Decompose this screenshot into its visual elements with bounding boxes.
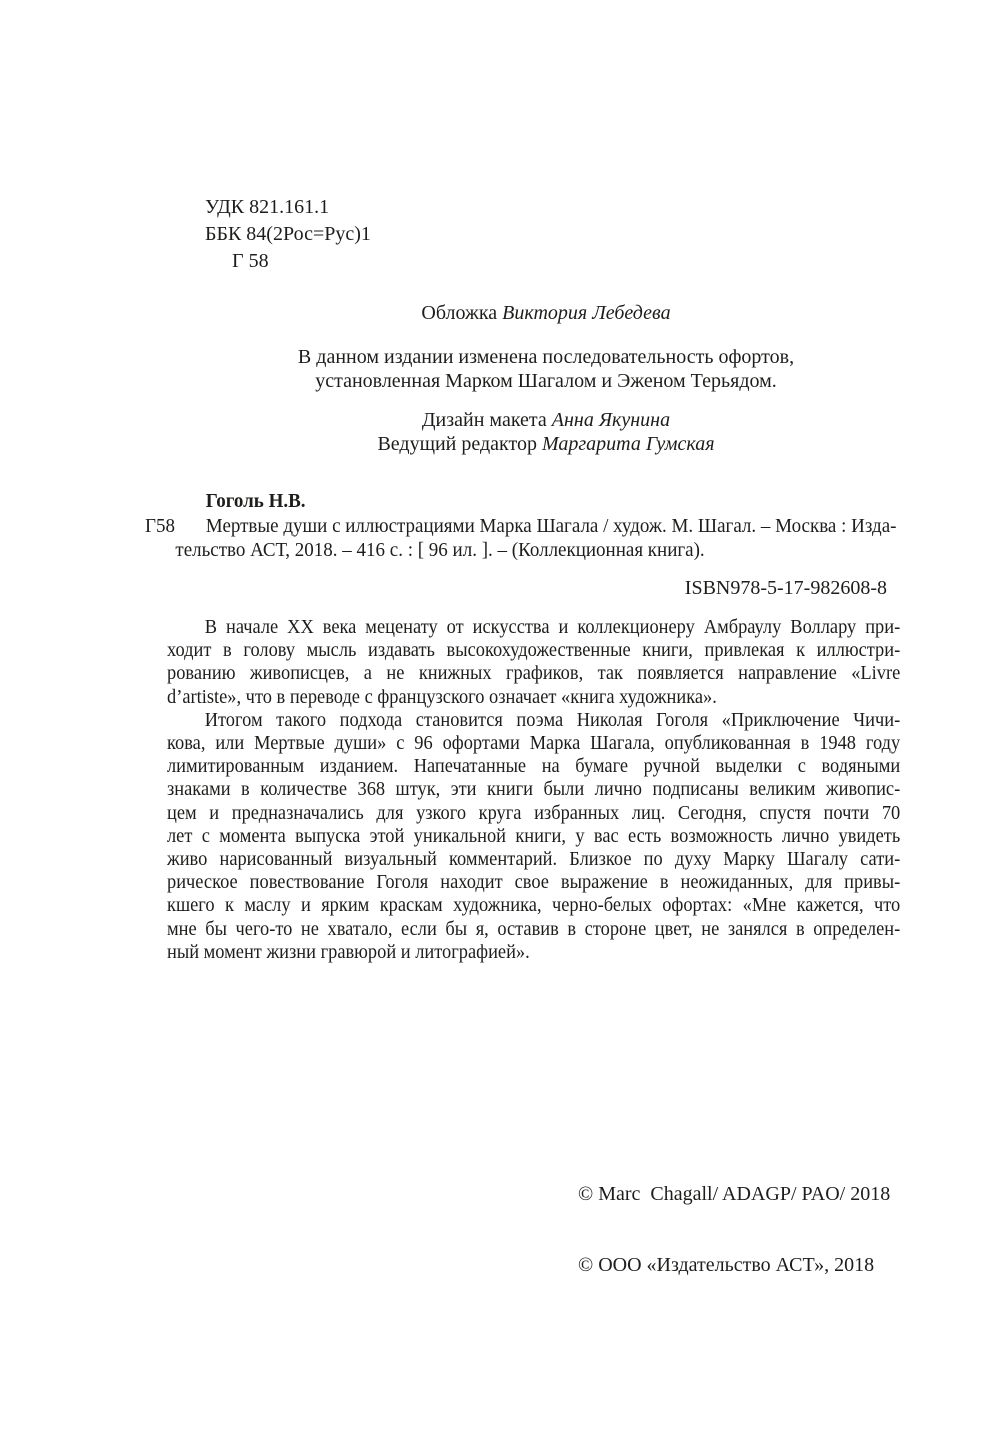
card-first-line-row (145, 514, 943, 539)
annotation-line: ходит в голову мысль издавать высокохудожественные книги, привлекая к иллюстри- (167, 639, 901, 662)
editor-credit-name: Маргарита Гумская (541, 433, 715, 455)
annotation-line: кова, или Мертвые души» с 96 офортами Марка Шагала, опубликованная в 1948 году (167, 732, 901, 755)
copyright-line-2: © ООО «Издательство АСТ», 2018 (578, 1253, 875, 1276)
annotation-line: живо нарисованный визуальный комментарий. Близкое по духу Марку Шагалу сати- (167, 848, 901, 871)
classification-block (205, 194, 371, 275)
edition-note-line-2: установленная Марком Шагалом и Эженом Терьядом. (315, 369, 777, 392)
editor-credit-label: Ведущий редактор (377, 433, 542, 455)
card-line-1: Мертвые души с иллюстрациями Марка Шагала / худож. М. Шагал. – Москва : Изда- (205, 514, 897, 537)
edition-note-line-1: В данном издании изменена последовательность офортов, (297, 346, 795, 368)
annotation-line: кшего к маслу и ярким краскам художника, черно-белых офортах: «Мне кажется, что (167, 894, 901, 917)
design-credit (176, 409, 916, 433)
copyright-line-1: © Marc Chagall/ ADAGP/ PAO/ 2018 (578, 1183, 891, 1206)
annotation-line: лимитированным изданием. Напечатанные на бумаге ручной выделки с водяными (167, 755, 901, 778)
annotation-line: мне бы чего-то не хватало, если бы я, оставив в стороне цвет, не занялся в определен- (167, 917, 901, 940)
bbk-line: ББК 84(2Рос=Рус)1 (205, 223, 371, 245)
cover-credit (176, 302, 916, 326)
edition-note (176, 346, 916, 393)
annotation-line: знаками в количестве 368 штук, эти книги были лично подписаны великим живопис- (167, 778, 901, 801)
udc-line: УДК 821.161.1 (205, 196, 330, 218)
copyright-block (578, 1136, 890, 1325)
annotation-line: рованию живописцев, а не книжных графиков, так появляется направление «Livre (167, 662, 901, 685)
annotation-line: рическое повествование Гоголя находит свое выражение в неожиданных, для привы- (167, 871, 901, 894)
annotation-line: ный момент жизни гравюрой и литографией». (167, 940, 530, 963)
isbn-line: ISBN978-5-17-982608-8 (684, 577, 887, 599)
annotation (167, 616, 900, 964)
editor-credit (176, 433, 916, 457)
card-author: Гоголь Н.В. (205, 490, 306, 512)
annotation-line: d’artiste», что в переводе с французского означает «книга художника». (167, 685, 717, 708)
annotation-line: цем и предназначались для узкого круга избранных лиц. Сегодня, спустя почти 70 (167, 801, 901, 824)
design-credit-label: Дизайн макета (421, 409, 552, 431)
annotation-line: Итогом такого подхода становится поэма Николая Гоголя «Приключение Чичи- (204, 708, 901, 731)
cover-credit-label: Обложка (421, 302, 503, 324)
card-margin-code: Г58 (145, 514, 175, 537)
annotation-line: В начале ХХ века меценату от искусства и коллекционеру Амбраулу Воллару при- (204, 616, 901, 638)
cover-credit-name: Виктория Лебедева (502, 302, 671, 324)
author-sign-line: Г 58 (232, 250, 269, 272)
catalog-card (145, 489, 943, 563)
card-line-2: тельство АСТ, 2018. – 416 с. : [ 96 ил. ]. – (Коллекционная книга). (175, 539, 705, 561)
annotation-line: лет с момента выпуска этой уникальной книги, у вас есть возможность лично увидеть (167, 824, 901, 847)
design-credit-name: Анна Якунина (551, 409, 671, 431)
